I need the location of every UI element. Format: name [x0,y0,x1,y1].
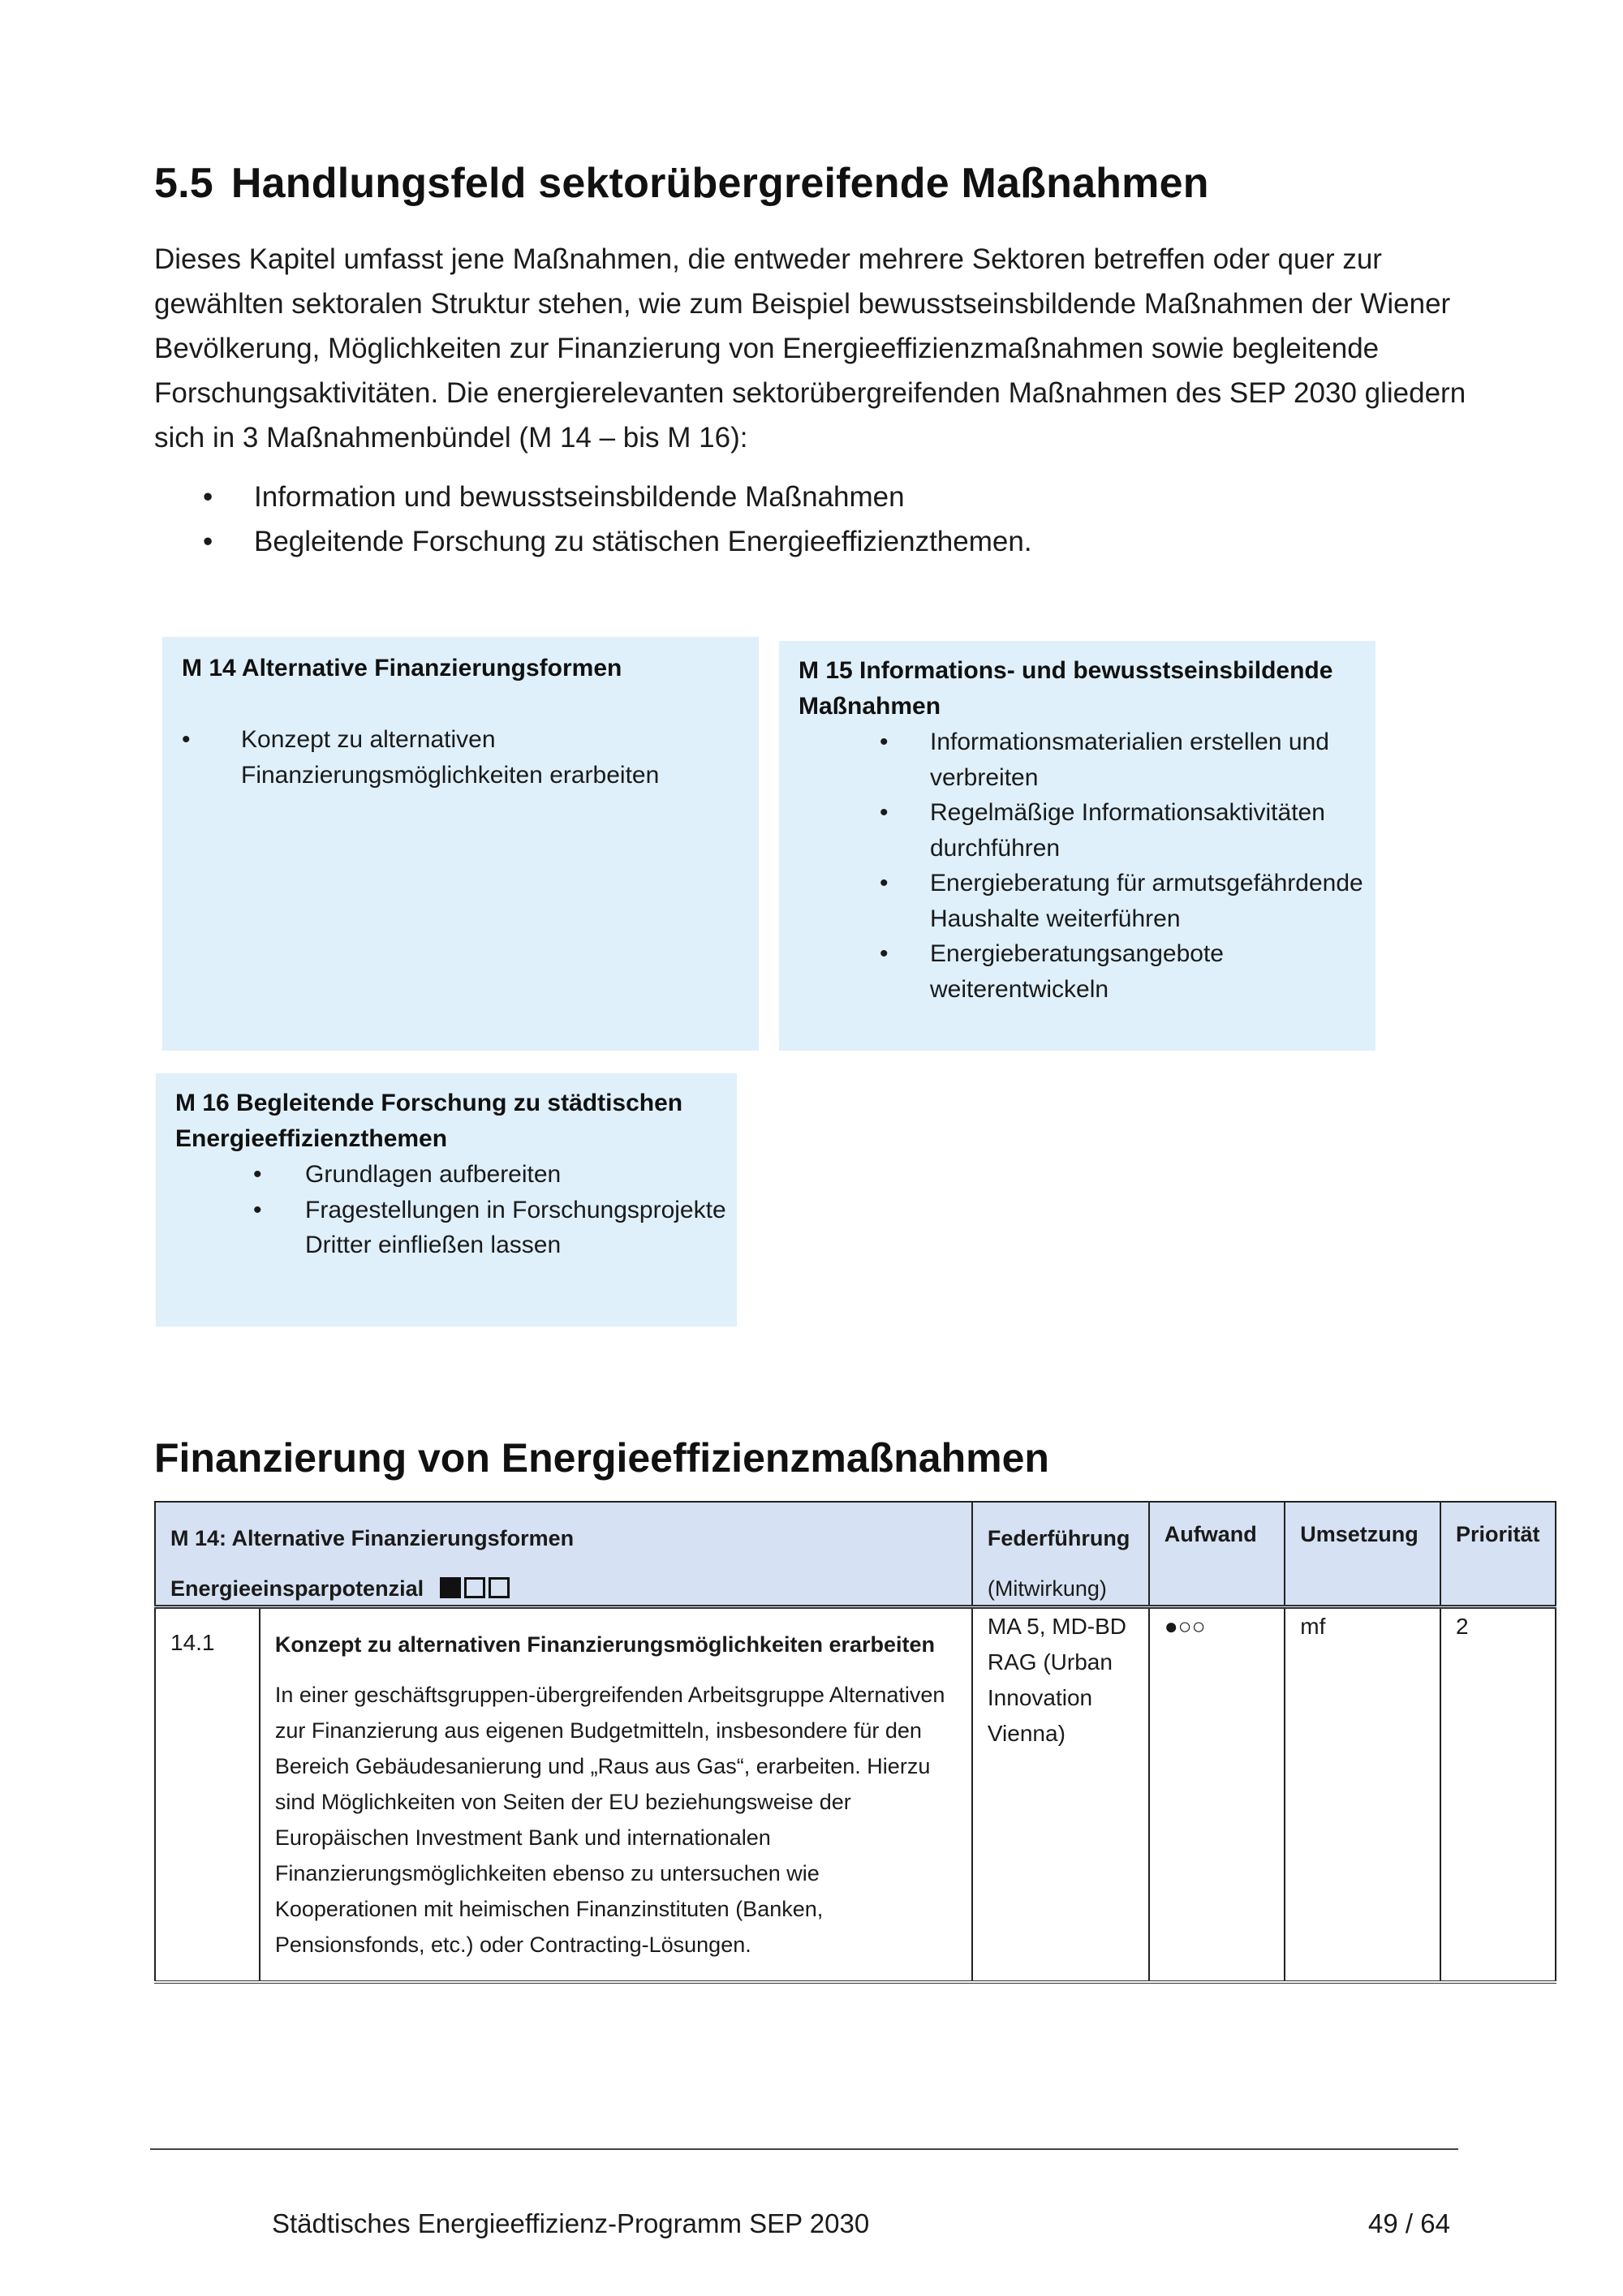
header-lead: Federführung [987,1526,1130,1550]
row-effort [1149,1607,1285,1983]
header-effort: Aufwand [1149,1502,1285,1607]
measure-box-title: M 15 Informations- und bewusstseinsbildende Maßnahmen [799,657,1333,720]
empty-circle-icon: ○ [1177,1614,1192,1639]
header-lead-cell [972,1502,1149,1607]
header-lead-sub: (Mitwirkung) [987,1576,1107,1601]
header-priority: Priorität [1440,1502,1556,1607]
measure-box-title: M 16 Begleitende Forschung zu städtischen Energieeffizienzthemen [175,1090,683,1152]
footer-divider [150,2148,1458,2150]
measure-box-m14 [162,637,759,1051]
header-implementation: Umsetzung [1285,1502,1440,1607]
row-lead: MA 5, MD-BD RAG (Urban Innovation Vienna) [972,1607,1149,1983]
list-item: • Energieberatung für armutsgefährdende Haushalte weiterführen [799,866,1367,936]
section-number: 5.5 [154,160,213,207]
row-implementation: mf [1285,1607,1440,1983]
list-item: • Regelmäßige Informationsaktivitäten durchführen [799,795,1367,866]
row-id: 14.1 [155,1607,260,1983]
potential-label: Energieeinsparpotenzial [170,1576,424,1601]
header-potential [170,1572,958,1605]
list-item: • Begleitende Forschung zu stätischen Energieeffizienzthemen. [154,519,1032,564]
measure-table [154,1501,1556,1984]
table-header-row [155,1502,1556,1607]
potential-rating [440,1576,513,1601]
measure-box-m15 [779,641,1375,1051]
table-row [155,1607,1556,1983]
row-text: In einer geschäftsgruppen-übergreifenden Arbeitsgruppe Alternativen zur Finanzierung aus eigenen Budgetmitteln, insbesondere für den Bereich Gebäudesanierung und „Raus aus Gas“, erarbeiten. Hierzu sind Möglichkeiten von Seiten der EU beziehungsweise der Europäischen Investment Bank und internationalen Finanzierungsmöglichkeiten ebenso zu untersuchen wie Kooperationen mit heimischen Finanzinstituten (Banken, Pensionsfonds, etc.) oder Contracting-Lösungen. [274,1683,945,1957]
section-title: Handlungsfeld sektorübergreifende Maßnahmen [230,160,1209,207]
empty-square-icon [464,1577,485,1598]
subsection-title: Finanzierung von Energieeffizienzmaßnahmen [154,1435,1049,1481]
header-measure-cell [155,1502,972,1607]
empty-square-icon [489,1577,510,1598]
empty-circle-icon: ○ [1191,1614,1206,1639]
footer-title: Städtisches Energieeffizienz-Programm SEP 2030 [272,2208,870,2238]
list-item: • Information und bewusstseinsbildende Maßnahmen [154,475,1032,519]
list-item: • Fragestellungen in Forschungsprojekte Dritter einfließen lassen [175,1193,729,1263]
row-title: Konzept zu alternativen Finanzierungsmöglichkeiten erarbeiten [274,1632,936,1657]
row-priority: 2 [1440,1607,1556,1983]
effort-rating [1165,1614,1206,1639]
row-description [260,1607,972,1983]
filled-circle-icon: ● [1164,1614,1178,1639]
measure-box-title: M 14 Alternative Finanzierungsformen [182,655,622,681]
list-item: • Energieberatungsangebote weiterentwickeln [799,936,1367,1007]
bundle-list [154,475,1032,564]
measure-box-m16 [156,1073,737,1326]
list-item: • Grundlagen aufbereiten [175,1157,729,1193]
section-heading [154,159,1209,208]
list-item: • Informationsmaterialien erstellen und verbreiten [799,724,1367,795]
measure-box-list [182,722,759,793]
list-item: • Konzept zu alternativen Finanzierungsmöglichkeiten erarbeiten [182,722,759,793]
intro-paragraph: Dieses Kapitel umfasst jene Maßnahmen, die entweder mehrere Sektoren betreffen oder quer zur gewählten sektoralen Struktur stehen, wie zum Beispiel bewusstseinsbildende Maßnahmen der Wiener Bevölkerung, Möglichkeiten zur Finanzierung von Energieeffizienzmaßnahmen sowie begleitende Forschungsaktivitäten. Die energierelevanten sektorübergreifenden Maßnahmen des SEP 2030 gliedern sich in 3 Maßnahmenbündel (M 14 – bis M 16): [154,243,1466,454]
measure-box-list [175,1157,729,1263]
measure-box-list [799,724,1367,1007]
filled-square-icon [440,1577,461,1598]
page-number: 49 / 64 [1368,2208,1450,2238]
header-measure-title: M 14: Alternative Finanzierungsformen [170,1526,575,1550]
